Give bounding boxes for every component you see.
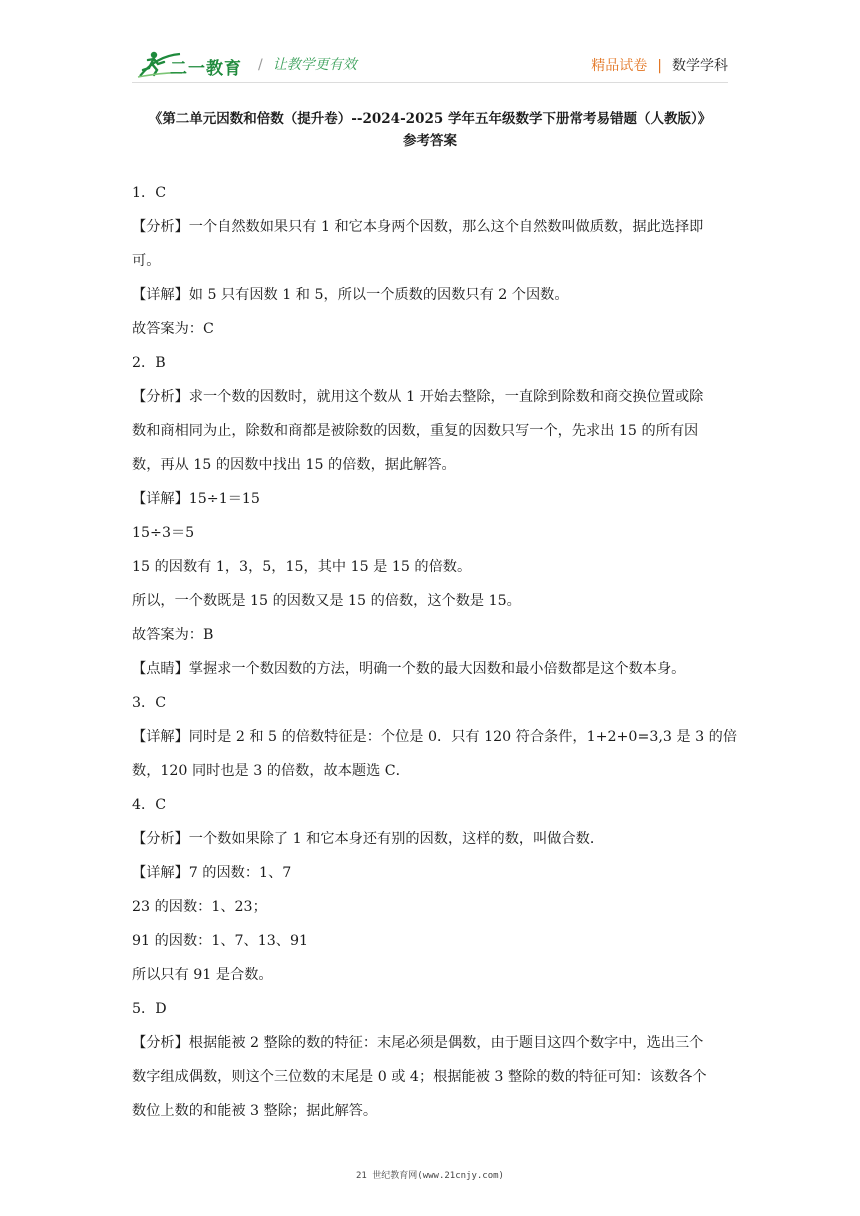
slogan: / 让教学更有效: [258, 57, 357, 73]
text-line: 15÷3＝5: [132, 525, 195, 541]
text-line: 【分析】求一个数的因数时，就用这个数从 1 开始去整除，一直除到除数和商交换位置或除: [132, 389, 704, 405]
text-line: 数字组成偶数，则这个三位数的末尾是 0 或 4；根据能被 3 整除的数的特征可知：该数各个: [132, 1069, 707, 1085]
text-line: 【分析】一个自然数如果只有 1 和它本身两个因数，那么这个自然数叫做质数，据此选择即: [132, 219, 704, 235]
page-footer: 21 世纪教育网(www.21cnjy.com): [356, 1171, 504, 1181]
text-line: 2．B: [132, 355, 166, 371]
page-header: [0, 0, 860, 92]
text-line: 5．D: [132, 1001, 167, 1017]
text-line: 所以，一个数既是 15 的因数又是 15 的倍数，这个数是 15。: [132, 593, 521, 609]
text-line: 1．C: [132, 185, 167, 201]
text-line: 【详解】7 的因数：1、7: [132, 865, 292, 881]
text-line: 91 的因数：1、7、13、91: [132, 933, 309, 949]
premium-label: 精品试卷: [591, 58, 648, 74]
text-line: 所以只有 91 是合数。: [132, 967, 273, 983]
text-line: 【详解】如 5 只有因数 1 和 5，所以一个质数的因数只有 2 个因数。: [132, 287, 569, 303]
header-separator: |: [657, 58, 662, 74]
text-line: 故答案为：C: [132, 321, 214, 337]
text-line: 数，再从 15 的因数中找出 15 的倍数，据此解答。: [132, 457, 456, 473]
text-line: 数，120 同时也是 3 的倍数，故本题选 C．: [132, 763, 410, 779]
text-line: 【点睛】掌握求一个数因数的方法，明确一个数的最大因数和最小倍数都是这个数本身。: [132, 661, 686, 677]
text-line: 4．C: [132, 797, 167, 813]
slogan-text: 让教学更有效: [272, 57, 357, 73]
text-line: 【详解】同时是 2 和 5 的倍数特征是：个位是 0．只有 120 符合条件，1+2+0=3,3 是 3 的倍: [132, 729, 738, 745]
document-subtitle: 参考答案: [403, 133, 457, 149]
text-line: 【分析】根据能被 2 整除的数的特征：末尾必须是偶数，由于题目这四个数字中，选出三个: [132, 1035, 704, 1051]
answer-content: [132, 176, 740, 1128]
text-line: 可。: [132, 253, 161, 269]
text-line: 23 的因数：1、23；: [132, 899, 267, 915]
document-title: 《第二单元因数和倍数（提升卷）--2024-2025 学年五年级数学下册常考易错题（人教版）》: [148, 111, 712, 127]
text-line: 15 的因数有 1，3，5，15，其中 15 是 15 的倍数。: [132, 559, 472, 575]
text-line: 【详解】15÷1＝15: [132, 491, 260, 507]
text-line: 数位上数的和能被 3 整除；据此解答。: [132, 1103, 378, 1119]
text-line: 【分析】一个数如果除了 1 和它本身还有别的因数，这样的数，叫做合数．: [132, 831, 605, 847]
subject-label: 数学学科: [672, 58, 728, 74]
text-line: 3．C: [132, 695, 167, 711]
text-line: 数和商相同为止，除数和商都是被除数的因数，重复的因数只写一个，先求出 15 的所有因: [132, 423, 699, 439]
text-line: 故答案为：B: [132, 627, 214, 643]
header-labels: [591, 55, 728, 75]
logo-text: 二一教育: [170, 59, 242, 79]
header-divider: [132, 82, 728, 83]
